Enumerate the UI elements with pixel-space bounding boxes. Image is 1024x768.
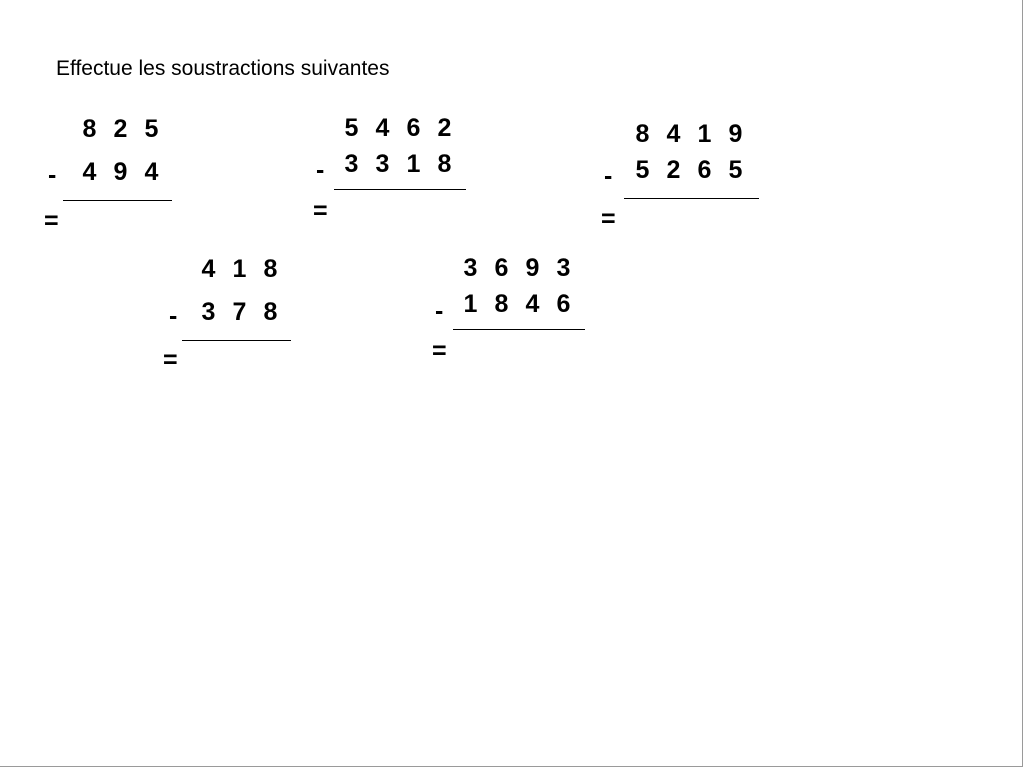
- digit: 3: [375, 150, 390, 178]
- minus-sign: -: [604, 162, 613, 190]
- equals-sign: =: [44, 207, 59, 235]
- digit: 9: [525, 254, 540, 282]
- digit: 1: [697, 120, 712, 148]
- digit: 5: [144, 115, 159, 143]
- digit: 8: [494, 290, 509, 318]
- digit: 2: [666, 156, 681, 184]
- digit: 8: [263, 255, 278, 283]
- digit: 6: [697, 156, 712, 184]
- digit: 1: [232, 255, 247, 283]
- subtrahend-row: [74, 157, 167, 187]
- digit: 1: [406, 150, 421, 178]
- minus-sign: -: [316, 156, 325, 184]
- digit: 1: [463, 290, 478, 318]
- minus-sign: -: [48, 161, 57, 189]
- digit: 2: [113, 115, 128, 143]
- subtrahend-row: [455, 289, 579, 319]
- result-line: [334, 189, 466, 190]
- digit: 9: [113, 158, 128, 186]
- digit: 6: [556, 290, 571, 318]
- minuend-row: [627, 119, 751, 149]
- digit: 5: [635, 156, 650, 184]
- minus-sign: -: [435, 297, 444, 325]
- equals-sign: =: [313, 197, 328, 225]
- result-line: [182, 340, 291, 341]
- digit: 4: [201, 255, 216, 283]
- digit: 9: [728, 120, 743, 148]
- subtrahend-row: [627, 155, 751, 185]
- digit: 7: [232, 298, 247, 326]
- digit: 4: [525, 290, 540, 318]
- minus-sign: -: [169, 302, 178, 330]
- minuend-row: [74, 114, 167, 144]
- digit: 5: [344, 114, 359, 142]
- digit: 8: [437, 150, 452, 178]
- digit: 3: [556, 254, 571, 282]
- equals-sign: =: [163, 346, 178, 374]
- digit: 2: [437, 114, 452, 142]
- digit: 6: [406, 114, 421, 142]
- digit: 4: [375, 114, 390, 142]
- digit: 4: [666, 120, 681, 148]
- subtrahend-row: [193, 297, 286, 327]
- minuend-row: [336, 113, 460, 143]
- digit: 8: [635, 120, 650, 148]
- digit: 3: [201, 298, 216, 326]
- digit: 6: [494, 254, 509, 282]
- digit: 4: [82, 158, 97, 186]
- digit: 8: [82, 115, 97, 143]
- digit: 5: [728, 156, 743, 184]
- minuend-row: [455, 253, 579, 283]
- minuend-row: [193, 254, 286, 284]
- digit: 8: [263, 298, 278, 326]
- digit: 3: [344, 150, 359, 178]
- subtrahend-row: [336, 149, 460, 179]
- digit: 3: [463, 254, 478, 282]
- digit: 4: [144, 158, 159, 186]
- result-line: [453, 329, 585, 330]
- equals-sign: =: [601, 205, 616, 233]
- result-line: [63, 200, 172, 201]
- result-line: [624, 198, 759, 199]
- equals-sign: =: [432, 337, 447, 365]
- instruction-text: Effectue les soustractions suivantes: [56, 57, 390, 80]
